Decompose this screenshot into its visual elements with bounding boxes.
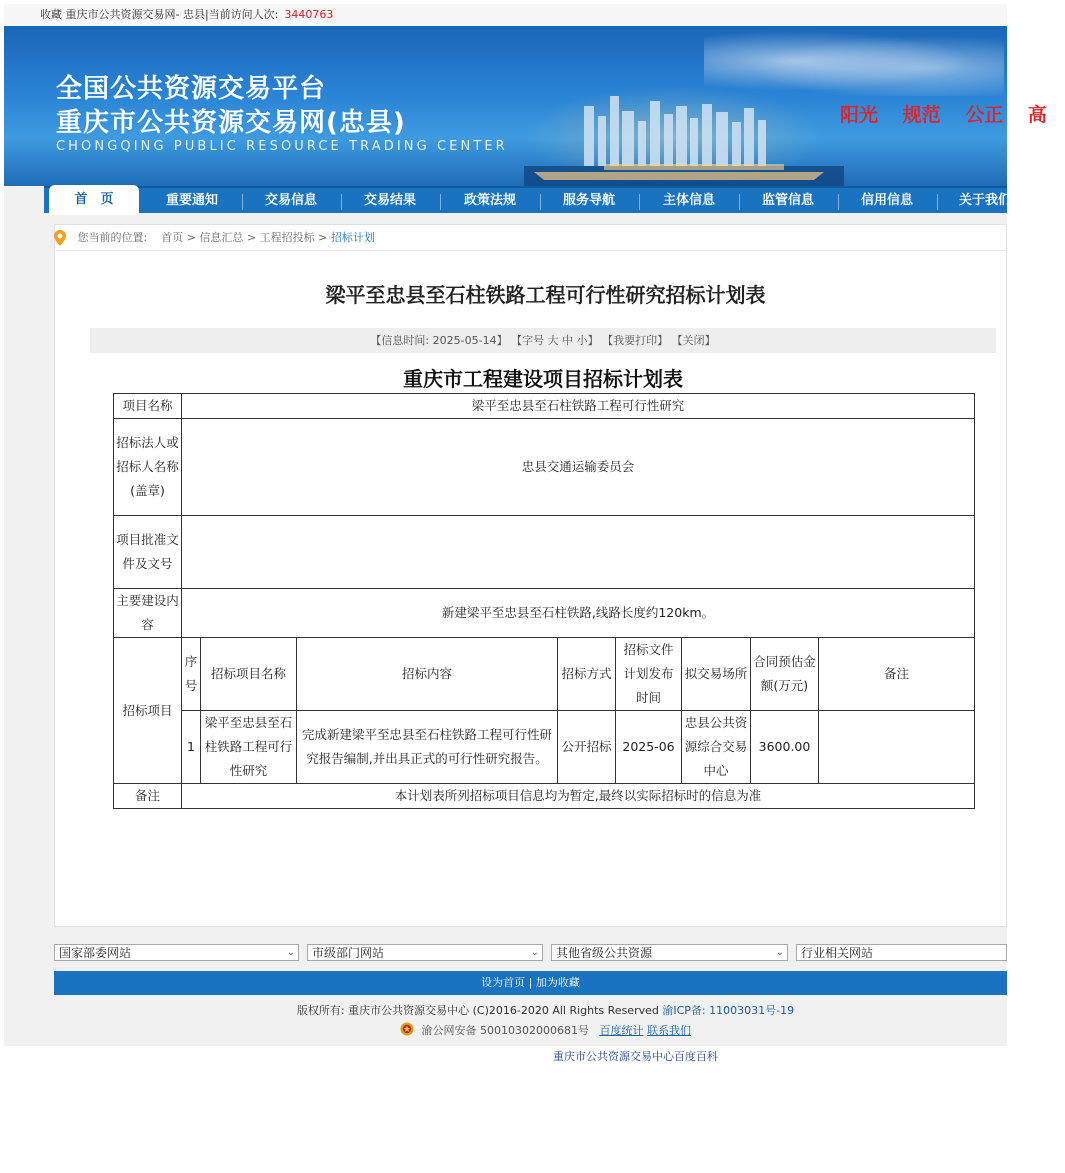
police-badge-icon [400,1022,414,1036]
slogan-word: 公正 [965,104,1004,126]
select-province-value: 其他省级公共资源 [556,946,653,960]
select-ministry-value: 国家部委网站 [59,946,132,960]
plan-table-title: 重庆市工程建设项目招标计划表 [403,367,683,391]
table-row [114,516,975,589]
item-no: 1 [182,711,201,784]
breadcrumb-separator: > [318,231,328,244]
column-header: 备注 [819,638,975,711]
footer-bar[interactable]: 设为首页 | 加为收藏 [54,971,1007,995]
project-name-value: 梁平至忠县至石柱铁路工程可行性研究 [182,394,975,419]
breadcrumb-home[interactable]: 首页 [161,231,184,244]
item-method: 公开招标 [558,711,616,784]
table-row [114,638,975,711]
breadcrumb-separator: > [186,231,196,244]
beian-line [54,1022,1037,1038]
nav-trade-info[interactable]: 交易信息 [264,193,317,208]
select-industry-value: 行业相关网站 [801,946,874,960]
top-bar [4,4,1007,26]
column-header: 合同预估金额(万元) [751,638,819,711]
column-header: 招标方式 [558,638,616,711]
nav-home[interactable]: 首 页 [49,185,139,215]
select-industry-sites[interactable] [796,944,1007,961]
top-bar-text[interactable]: 收藏 重庆市公共资源交易网- 忠县|当前访问人次: [40,8,279,21]
copyright-text: 版权所有: 重庆市公共资源交易中心 (C)2016-2020 All Rights Reserved [296,1004,659,1017]
header-banner [4,26,1047,186]
breadcrumb-summary[interactable]: 信息汇总 [199,231,244,244]
icp-link[interactable]: 渝ICP备: 11003031号-19 [662,1004,795,1017]
breadcrumb-engineering[interactable]: 工程招投标 [259,231,315,244]
select-city-value: 市级部门网站 [312,946,385,960]
location-pin-icon [54,230,66,246]
table-row [114,711,975,784]
remark-value: 本计划表所列招标项目信息均为暂定,最终以实际招标时的信息为准 [182,784,975,809]
select-city-sites[interactable] [307,944,543,961]
tenderer-value: 忠县交通运输委员会 [182,419,975,516]
select-ministry-sites[interactable] [54,944,299,961]
breadcrumb-prefix: 您当前的位置: [77,231,148,244]
remark-label: 备注 [114,784,182,809]
slogan-word: 规范 [902,104,941,126]
plan-table [113,393,975,809]
print-button[interactable]: 【我要打印】 [602,334,669,347]
item-amount: 3600.00 [751,711,819,784]
chevron-down-icon: ⌄ [775,947,784,958]
table-row [114,419,975,516]
visitor-count: 3440763 [284,8,334,21]
baidu-stats-link[interactable]: 百度统计 [599,1024,644,1037]
font-size-medium[interactable]: 中 [562,334,574,347]
slogan-word: 阳光 [840,104,879,126]
copyright [54,1002,1037,1018]
beian-text[interactable]: 渝公网安备 50010302000681号 [421,1024,589,1037]
nav-services[interactable]: 服务导航 [562,193,615,208]
column-header: 招标文件计划发布时间 [616,638,682,711]
main-content-label: 主要建设内容 [114,589,182,638]
breadcrumb-divider [54,250,1007,251]
chevron-down-icon: ⌄ [530,947,539,958]
nav-notices[interactable]: 重要通知 [165,193,218,208]
document-title: 梁平至忠县至石柱铁路工程可行性研究招标计划表 [325,283,766,307]
column-header: 序号 [182,638,201,711]
item-remark [819,711,975,784]
nav-credit[interactable]: 信用信息 [860,193,913,208]
chevron-down-icon: ⌄ [286,947,295,958]
select-province-sites[interactable] [551,944,788,961]
related-sites [54,944,1007,962]
slogan [840,100,1065,127]
city-skyline-image [524,76,844,186]
site-title-line2: 重庆市公共资源交易网(忠县) [56,108,406,138]
contact-link[interactable]: 联系我们 [646,1024,691,1037]
approval-value [182,516,975,589]
item-publish-time: 2025-06 [616,711,682,784]
slogan-word: 高 [1027,104,1047,126]
column-header: 招标项目名称 [201,638,297,711]
info-bar [90,328,996,353]
site-english-title: CHONGQING PUBLIC RESOURCE TRADING CENTER [56,139,508,154]
nav-entities[interactable]: 主体信息 [662,193,715,208]
column-header: 拟交易场所 [682,638,751,711]
approval-label: 项目批准文件及文号 [114,516,182,589]
breadcrumb-current[interactable]: 招标计划 [330,231,375,244]
nav-trade-results[interactable]: 交易结果 [363,193,416,208]
table-row [114,784,975,809]
font-size-label: 【字号 [511,334,545,347]
breadcrumb [54,228,375,248]
table-row [114,589,975,638]
column-header: 招标内容 [297,638,558,711]
tenderer-label: 招标法人或招标人名称(盖章) [114,419,182,516]
site-title-line1: 全国公共资源交易平台 [56,74,327,104]
table-row [114,394,975,419]
close-button[interactable]: 【关闭】 [671,334,716,347]
project-name-label: 项目名称 [114,394,182,419]
font-size-large[interactable]: 大 [547,334,559,347]
font-size-small[interactable]: 小】 [576,334,599,347]
nav-supervision[interactable]: 监管信息 [761,193,814,208]
info-time-label: 【信息时间: [370,334,430,347]
item-content: 完成新建梁平至忠县至石柱铁路工程可行性研究报告编制,并出具正式的可行性研究报告。 [297,711,558,784]
items-label: 招标项目 [114,638,182,784]
nav-about[interactable]: 关于我们 [959,193,1012,208]
main-nav [44,186,1012,213]
breadcrumb-separator: > [246,231,257,244]
main-content-value: 新建梁平至忠县至石柱铁路,线路长度约120km。 [182,589,975,638]
info-time: 2025-05-14】 [432,334,508,347]
item-name: 梁平至忠县至石柱铁路工程可行性研究 [201,711,297,784]
nav-policies[interactable]: 政策法规 [463,193,516,208]
baike-link[interactable]: 重庆市公共资源交易中心百度百科 [553,1050,718,1063]
item-venue: 忠县公共资源综合交易中心 [682,711,751,784]
